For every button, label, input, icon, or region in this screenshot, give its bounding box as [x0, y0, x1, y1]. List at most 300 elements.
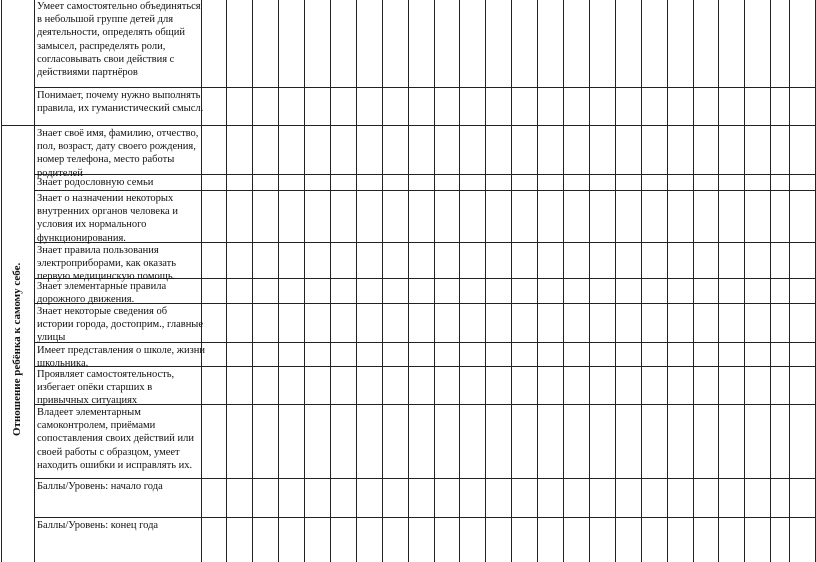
- score-cell[interactable]: [486, 479, 511, 517]
- score-cell[interactable]: [694, 304, 718, 342]
- score-cell[interactable]: [668, 175, 693, 190]
- score-cell[interactable]: [383, 405, 408, 478]
- score-cell[interactable]: [694, 1, 718, 87]
- score-cell[interactable]: [512, 88, 537, 125]
- score-cell[interactable]: [719, 1, 744, 87]
- score-cell[interactable]: [486, 1, 511, 87]
- score-cell[interactable]: [719, 343, 744, 366]
- score-cell[interactable]: [435, 518, 459, 562]
- score-cell[interactable]: [279, 343, 304, 366]
- score-cell[interactable]: [564, 243, 589, 278]
- score-cell[interactable]: [357, 279, 382, 303]
- score-cell[interactable]: [745, 126, 770, 174]
- score-cell[interactable]: [790, 304, 815, 342]
- score-cell[interactable]: [305, 191, 330, 242]
- score-cell[interactable]: [771, 279, 789, 303]
- score-cell[interactable]: [719, 279, 744, 303]
- score-cell[interactable]: [719, 126, 744, 174]
- score-cell[interactable]: [305, 175, 330, 190]
- score-cell[interactable]: [590, 279, 615, 303]
- score-cell[interactable]: [590, 405, 615, 478]
- score-cell[interactable]: [305, 367, 330, 404]
- score-cell[interactable]: [642, 279, 667, 303]
- score-cell[interactable]: [790, 367, 815, 404]
- score-cell[interactable]: [719, 88, 744, 125]
- score-cell[interactable]: [305, 479, 330, 517]
- score-cell[interactable]: [642, 191, 667, 242]
- score-cell[interactable]: [253, 175, 278, 190]
- score-cell[interactable]: [790, 126, 815, 174]
- score-cell[interactable]: [409, 304, 434, 342]
- score-cell[interactable]: [409, 405, 434, 478]
- score-cell[interactable]: [694, 175, 718, 190]
- score-cell[interactable]: [279, 243, 304, 278]
- score-cell[interactable]: [616, 175, 641, 190]
- score-cell[interactable]: [694, 367, 718, 404]
- score-cell[interactable]: [538, 367, 563, 404]
- score-cell[interactable]: [227, 304, 252, 342]
- score-cell[interactable]: [383, 1, 408, 87]
- score-cell[interactable]: [694, 343, 718, 366]
- score-cell[interactable]: [331, 126, 356, 174]
- score-cell[interactable]: [409, 343, 434, 366]
- score-cell[interactable]: [486, 279, 511, 303]
- score-cell[interactable]: [357, 175, 382, 190]
- score-cell[interactable]: [486, 343, 511, 366]
- score-cell[interactable]: [383, 126, 408, 174]
- score-cell[interactable]: [435, 175, 459, 190]
- score-cell[interactable]: [435, 88, 459, 125]
- score-cell[interactable]: [202, 343, 226, 366]
- score-cell[interactable]: [227, 518, 252, 562]
- score-cell[interactable]: [771, 343, 789, 366]
- score-cell[interactable]: [253, 343, 278, 366]
- score-cell[interactable]: [460, 191, 485, 242]
- score-cell[interactable]: [253, 518, 278, 562]
- score-cell[interactable]: [616, 243, 641, 278]
- score-cell[interactable]: [590, 88, 615, 125]
- score-cell[interactable]: [357, 405, 382, 478]
- score-cell[interactable]: [486, 191, 511, 242]
- score-cell[interactable]: [202, 88, 226, 125]
- score-cell[interactable]: [253, 405, 278, 478]
- score-cell[interactable]: [642, 88, 667, 125]
- score-cell[interactable]: [771, 367, 789, 404]
- score-cell[interactable]: [771, 518, 789, 562]
- score-cell[interactable]: [486, 88, 511, 125]
- score-cell[interactable]: [331, 88, 356, 125]
- score-cell[interactable]: [383, 367, 408, 404]
- score-cell[interactable]: [642, 304, 667, 342]
- score-cell[interactable]: [616, 518, 641, 562]
- score-cell[interactable]: [202, 304, 226, 342]
- score-cell[interactable]: [435, 479, 459, 517]
- score-cell[interactable]: [590, 126, 615, 174]
- score-cell[interactable]: [227, 126, 252, 174]
- score-cell[interactable]: [279, 518, 304, 562]
- score-cell[interactable]: [512, 518, 537, 562]
- score-cell[interactable]: [512, 191, 537, 242]
- score-cell[interactable]: [590, 304, 615, 342]
- score-cell[interactable]: [745, 88, 770, 125]
- score-cell[interactable]: [202, 479, 226, 517]
- score-cell[interactable]: [564, 367, 589, 404]
- score-cell[interactable]: [642, 518, 667, 562]
- score-cell[interactable]: [357, 126, 382, 174]
- score-cell[interactable]: [331, 191, 356, 242]
- score-cell[interactable]: [331, 518, 356, 562]
- score-cell[interactable]: [771, 191, 789, 242]
- score-cell[interactable]: [227, 1, 252, 87]
- score-cell[interactable]: [790, 1, 815, 87]
- score-cell[interactable]: [305, 405, 330, 478]
- score-cell[interactable]: [227, 279, 252, 303]
- score-cell[interactable]: [564, 191, 589, 242]
- score-cell[interactable]: [719, 518, 744, 562]
- score-cell[interactable]: [771, 88, 789, 125]
- score-cell[interactable]: [460, 367, 485, 404]
- score-cell[interactable]: [253, 243, 278, 278]
- score-cell[interactable]: [590, 367, 615, 404]
- score-cell[interactable]: [383, 518, 408, 562]
- score-cell[interactable]: [279, 479, 304, 517]
- score-cell[interactable]: [745, 343, 770, 366]
- score-cell[interactable]: [357, 343, 382, 366]
- score-cell[interactable]: [512, 343, 537, 366]
- score-cell[interactable]: [435, 343, 459, 366]
- score-cell[interactable]: [642, 479, 667, 517]
- score-cell[interactable]: [227, 243, 252, 278]
- score-cell[interactable]: [460, 343, 485, 366]
- score-cell[interactable]: [305, 126, 330, 174]
- score-cell[interactable]: [357, 243, 382, 278]
- score-cell[interactable]: [305, 518, 330, 562]
- score-cell[interactable]: [538, 279, 563, 303]
- score-cell[interactable]: [790, 243, 815, 278]
- score-cell[interactable]: [564, 279, 589, 303]
- score-cell[interactable]: [435, 1, 459, 87]
- score-cell[interactable]: [331, 1, 356, 87]
- score-cell[interactable]: [790, 405, 815, 478]
- score-cell[interactable]: [253, 367, 278, 404]
- score-cell[interactable]: [409, 243, 434, 278]
- score-cell[interactable]: [253, 279, 278, 303]
- score-cell[interactable]: [590, 175, 615, 190]
- score-cell[interactable]: [202, 243, 226, 278]
- score-cell[interactable]: [694, 479, 718, 517]
- score-cell[interactable]: [512, 175, 537, 190]
- score-cell[interactable]: [435, 243, 459, 278]
- score-cell[interactable]: [616, 88, 641, 125]
- score-cell[interactable]: [538, 1, 563, 87]
- score-cell[interactable]: [279, 367, 304, 404]
- score-cell[interactable]: [279, 126, 304, 174]
- score-cell[interactable]: [590, 343, 615, 366]
- score-cell[interactable]: [331, 279, 356, 303]
- score-cell[interactable]: [771, 126, 789, 174]
- score-cell[interactable]: [486, 405, 511, 478]
- score-cell[interactable]: [642, 175, 667, 190]
- score-cell[interactable]: [719, 405, 744, 478]
- score-cell[interactable]: [460, 88, 485, 125]
- score-cell[interactable]: [202, 1, 226, 87]
- score-cell[interactable]: [460, 243, 485, 278]
- score-cell[interactable]: [331, 479, 356, 517]
- score-cell[interactable]: [460, 126, 485, 174]
- score-cell[interactable]: [202, 279, 226, 303]
- score-cell[interactable]: [331, 405, 356, 478]
- score-cell[interactable]: [383, 304, 408, 342]
- score-cell[interactable]: [694, 518, 718, 562]
- score-cell[interactable]: [279, 279, 304, 303]
- score-cell[interactable]: [486, 175, 511, 190]
- score-cell[interactable]: [745, 243, 770, 278]
- score-cell[interactable]: [486, 304, 511, 342]
- score-cell[interactable]: [357, 367, 382, 404]
- score-cell[interactable]: [590, 191, 615, 242]
- score-cell[interactable]: [564, 304, 589, 342]
- score-cell[interactable]: [771, 304, 789, 342]
- score-cell[interactable]: [305, 88, 330, 125]
- score-cell[interactable]: [305, 1, 330, 87]
- score-cell[interactable]: [668, 279, 693, 303]
- score-cell[interactable]: [694, 88, 718, 125]
- score-cell[interactable]: [790, 479, 815, 517]
- score-cell[interactable]: [642, 1, 667, 87]
- score-cell[interactable]: [383, 175, 408, 190]
- score-cell[interactable]: [357, 1, 382, 87]
- score-cell[interactable]: [227, 191, 252, 242]
- score-cell[interactable]: [253, 304, 278, 342]
- score-cell[interactable]: [305, 243, 330, 278]
- score-cell[interactable]: [383, 279, 408, 303]
- score-cell[interactable]: [719, 367, 744, 404]
- score-cell[interactable]: [227, 367, 252, 404]
- score-cell[interactable]: [564, 479, 589, 517]
- score-cell[interactable]: [460, 1, 485, 87]
- score-cell[interactable]: [616, 304, 641, 342]
- score-cell[interactable]: [745, 191, 770, 242]
- score-cell[interactable]: [538, 191, 563, 242]
- score-cell[interactable]: [409, 126, 434, 174]
- score-cell[interactable]: [486, 518, 511, 562]
- score-cell[interactable]: [642, 405, 667, 478]
- score-cell[interactable]: [771, 1, 789, 87]
- score-cell[interactable]: [460, 479, 485, 517]
- score-cell[interactable]: [564, 175, 589, 190]
- score-cell[interactable]: [642, 243, 667, 278]
- score-cell[interactable]: [538, 126, 563, 174]
- score-cell[interactable]: [383, 191, 408, 242]
- score-cell[interactable]: [486, 126, 511, 174]
- score-cell[interactable]: [668, 405, 693, 478]
- score-cell[interactable]: [790, 343, 815, 366]
- score-cell[interactable]: [512, 1, 537, 87]
- score-cell[interactable]: [642, 343, 667, 366]
- score-cell[interactable]: [642, 126, 667, 174]
- score-cell[interactable]: [435, 304, 459, 342]
- score-cell[interactable]: [668, 367, 693, 404]
- score-cell[interactable]: [253, 126, 278, 174]
- score-cell[interactable]: [745, 367, 770, 404]
- score-cell[interactable]: [719, 191, 744, 242]
- score-cell[interactable]: [616, 1, 641, 87]
- score-cell[interactable]: [253, 1, 278, 87]
- score-cell[interactable]: [305, 279, 330, 303]
- score-cell[interactable]: [331, 367, 356, 404]
- score-cell[interactable]: [512, 304, 537, 342]
- score-cell[interactable]: [790, 191, 815, 242]
- score-cell[interactable]: [616, 279, 641, 303]
- score-cell[interactable]: [538, 175, 563, 190]
- score-cell[interactable]: [719, 243, 744, 278]
- score-cell[interactable]: [538, 304, 563, 342]
- score-cell[interactable]: [745, 518, 770, 562]
- score-cell[interactable]: [357, 191, 382, 242]
- score-cell[interactable]: [771, 243, 789, 278]
- score-cell[interactable]: [253, 479, 278, 517]
- score-cell[interactable]: [668, 304, 693, 342]
- score-cell[interactable]: [253, 191, 278, 242]
- score-cell[interactable]: [460, 304, 485, 342]
- score-cell[interactable]: [512, 405, 537, 478]
- score-cell[interactable]: [279, 1, 304, 87]
- score-cell[interactable]: [790, 175, 815, 190]
- score-cell[interactable]: [694, 405, 718, 478]
- score-cell[interactable]: [227, 343, 252, 366]
- score-cell[interactable]: [357, 304, 382, 342]
- score-cell[interactable]: [512, 126, 537, 174]
- score-cell[interactable]: [590, 518, 615, 562]
- score-cell[interactable]: [668, 518, 693, 562]
- score-cell[interactable]: [202, 518, 226, 562]
- score-cell[interactable]: [435, 405, 459, 478]
- score-cell[interactable]: [616, 343, 641, 366]
- score-cell[interactable]: [668, 479, 693, 517]
- score-cell[interactable]: [745, 279, 770, 303]
- score-cell[interactable]: [668, 191, 693, 242]
- score-cell[interactable]: [564, 126, 589, 174]
- score-cell[interactable]: [331, 243, 356, 278]
- score-cell[interactable]: [227, 479, 252, 517]
- score-cell[interactable]: [227, 175, 252, 190]
- score-cell[interactable]: [538, 405, 563, 478]
- score-cell[interactable]: [616, 405, 641, 478]
- score-cell[interactable]: [771, 175, 789, 190]
- score-cell[interactable]: [202, 367, 226, 404]
- score-cell[interactable]: [616, 191, 641, 242]
- score-cell[interactable]: [694, 243, 718, 278]
- score-cell[interactable]: [409, 479, 434, 517]
- score-cell[interactable]: [564, 405, 589, 478]
- score-cell[interactable]: [668, 243, 693, 278]
- score-cell[interactable]: [202, 405, 226, 478]
- score-cell[interactable]: [538, 88, 563, 125]
- score-cell[interactable]: [202, 191, 226, 242]
- score-cell[interactable]: [227, 88, 252, 125]
- score-cell[interactable]: [279, 175, 304, 190]
- score-cell[interactable]: [512, 367, 537, 404]
- score-cell[interactable]: [590, 243, 615, 278]
- score-cell[interactable]: [668, 1, 693, 87]
- score-cell[interactable]: [512, 243, 537, 278]
- score-cell[interactable]: [460, 518, 485, 562]
- score-cell[interactable]: [790, 88, 815, 125]
- score-cell[interactable]: [331, 304, 356, 342]
- score-cell[interactable]: [538, 343, 563, 366]
- score-cell[interactable]: [435, 126, 459, 174]
- score-cell[interactable]: [435, 191, 459, 242]
- score-cell[interactable]: [279, 304, 304, 342]
- score-cell[interactable]: [357, 518, 382, 562]
- score-cell[interactable]: [435, 367, 459, 404]
- score-cell[interactable]: [771, 405, 789, 478]
- score-cell[interactable]: [383, 479, 408, 517]
- score-cell[interactable]: [668, 126, 693, 174]
- score-cell[interactable]: [409, 88, 434, 125]
- score-cell[interactable]: [564, 88, 589, 125]
- score-cell[interactable]: [668, 343, 693, 366]
- score-cell[interactable]: [357, 88, 382, 125]
- score-cell[interactable]: [383, 88, 408, 125]
- score-cell[interactable]: [383, 343, 408, 366]
- score-cell[interactable]: [616, 126, 641, 174]
- score-cell[interactable]: [745, 304, 770, 342]
- score-cell[interactable]: [202, 175, 226, 190]
- score-cell[interactable]: [512, 279, 537, 303]
- score-cell[interactable]: [616, 479, 641, 517]
- score-cell[interactable]: [694, 126, 718, 174]
- score-cell[interactable]: [383, 243, 408, 278]
- score-cell[interactable]: [253, 88, 278, 125]
- score-cell[interactable]: [771, 479, 789, 517]
- score-cell[interactable]: [642, 367, 667, 404]
- score-cell[interactable]: [409, 191, 434, 242]
- score-cell[interactable]: [790, 279, 815, 303]
- score-cell[interactable]: [590, 479, 615, 517]
- score-cell[interactable]: [279, 88, 304, 125]
- score-cell[interactable]: [538, 479, 563, 517]
- score-cell[interactable]: [486, 367, 511, 404]
- score-cell[interactable]: [745, 175, 770, 190]
- score-cell[interactable]: [357, 479, 382, 517]
- score-cell[interactable]: [305, 343, 330, 366]
- score-cell[interactable]: [279, 191, 304, 242]
- score-cell[interactable]: [227, 405, 252, 478]
- score-cell[interactable]: [745, 1, 770, 87]
- score-cell[interactable]: [409, 279, 434, 303]
- score-cell[interactable]: [694, 279, 718, 303]
- score-cell[interactable]: [564, 343, 589, 366]
- score-cell[interactable]: [279, 405, 304, 478]
- score-cell[interactable]: [331, 343, 356, 366]
- score-cell[interactable]: [409, 175, 434, 190]
- score-cell[interactable]: [460, 175, 485, 190]
- score-cell[interactable]: [668, 88, 693, 125]
- score-cell[interactable]: [202, 126, 226, 174]
- score-cell[interactable]: [694, 191, 718, 242]
- score-cell[interactable]: [409, 367, 434, 404]
- score-cell[interactable]: [564, 518, 589, 562]
- score-cell[interactable]: [460, 405, 485, 478]
- score-cell[interactable]: [409, 518, 434, 562]
- score-cell[interactable]: [745, 405, 770, 478]
- score-cell[interactable]: [538, 518, 563, 562]
- score-cell[interactable]: [409, 1, 434, 87]
- score-cell[interactable]: [460, 279, 485, 303]
- score-cell[interactable]: [564, 1, 589, 87]
- score-cell[interactable]: [616, 367, 641, 404]
